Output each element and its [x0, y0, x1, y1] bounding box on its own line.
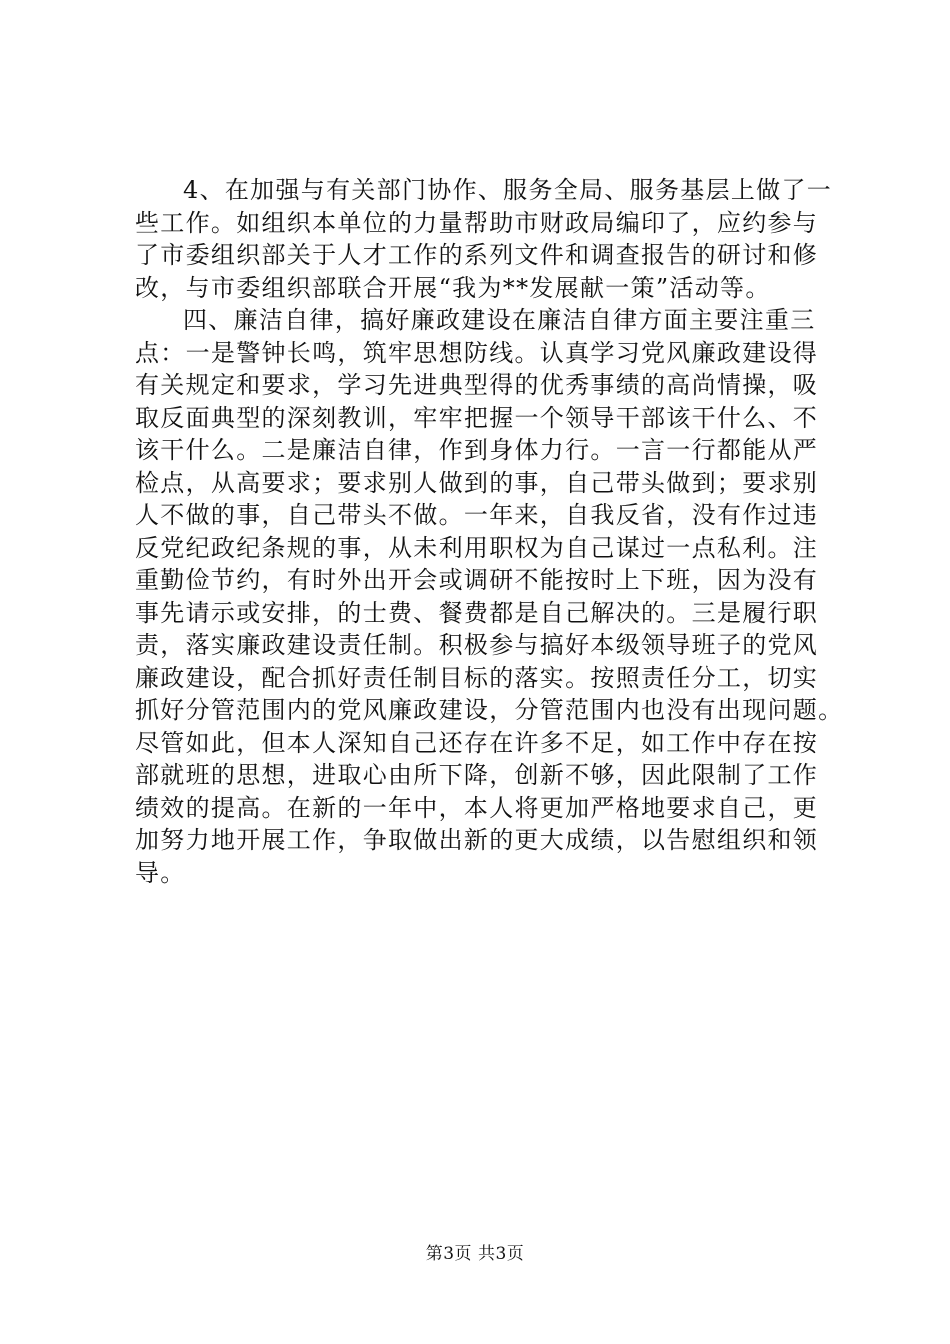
paragraph-line: 取反面典型的深刻教训，牢牢把握一个领导干部该干什么、不 — [135, 403, 819, 432]
paragraph-line: 了市委组织部关于人才工作的系列文件和调查报告的研讨和修 — [135, 241, 819, 269]
page-footer: 第3页 共3页 — [425, 1244, 525, 1264]
paragraph-line: 4、在加强与有关部门协作、服务全局、服务基层上做了一 — [183, 176, 833, 204]
paragraph-line: 些工作。如组织本单位的力量帮助市财政局编印了，应约参与 — [135, 208, 819, 237]
paragraph-line: 尽管如此，但本人深知自己还存在许多不足，如工作中存在按 — [135, 728, 819, 757]
paragraph-line: 反党纪政纪条规的事，从未利用职权为自己谋过一点私利。注 — [135, 533, 819, 562]
paragraph-line: 抓好分管范围内的党风廉政建设，分管范围内也没有出现问题。 — [135, 696, 844, 724]
paragraph-line: 人不做的事，自己带头不做。一年来，自我反省，没有作过违 — [135, 501, 819, 529]
paragraph-line: 重勤俭节约，有时外出开会或调研不能按时上下班，因为没有 — [135, 566, 819, 594]
paragraph-line: 该干什么。二是廉洁自律，作到身体力行。一言一行都能从严 — [135, 436, 819, 464]
paragraph-line: 绩效的提高。在新的一年中，本人将更加严格地要求自己，更 — [135, 793, 819, 822]
paragraph-line: 加努力地开展工作，争取做出新的更大成绩，以告慰组织和领 — [135, 826, 819, 854]
paragraph-line: 部就班的思想，进取心由所下降，创新不够，因此限制了工作 — [135, 761, 819, 789]
paragraph-line: 改，与市委组织部联合开展“我为**发展献一策”活动等。 — [135, 273, 771, 302]
paragraph-line: 检点，从高要求；要求别人做到的事，自己带头做到；要求别 — [135, 468, 819, 497]
paragraph-line: 事先请示或安排，的士费、餐费都是自己解决的。三是履行职 — [135, 598, 819, 627]
paragraph-line: 点：一是警钟长鸣，筑牢思想防线。认真学习党风廉政建设得 — [135, 338, 819, 367]
body-text — [135, 174, 855, 889]
paragraph-line: 廉政建设，配合抓好责任制目标的落实。按照责任分工，切实 — [135, 663, 819, 692]
paragraph-line: 有关规定和要求，学习先进典型得的优秀事绩的高尚情操，吸 — [135, 371, 819, 399]
paragraph-line: 四、廉洁自律，搞好廉政建设在廉洁自律方面主要注重三 — [183, 306, 816, 334]
paragraph-line: 责，落实廉政建设责任制。积极参与搞好本级领导班子的党风 — [135, 631, 819, 659]
paragraph-line: 导。 — [135, 858, 186, 887]
